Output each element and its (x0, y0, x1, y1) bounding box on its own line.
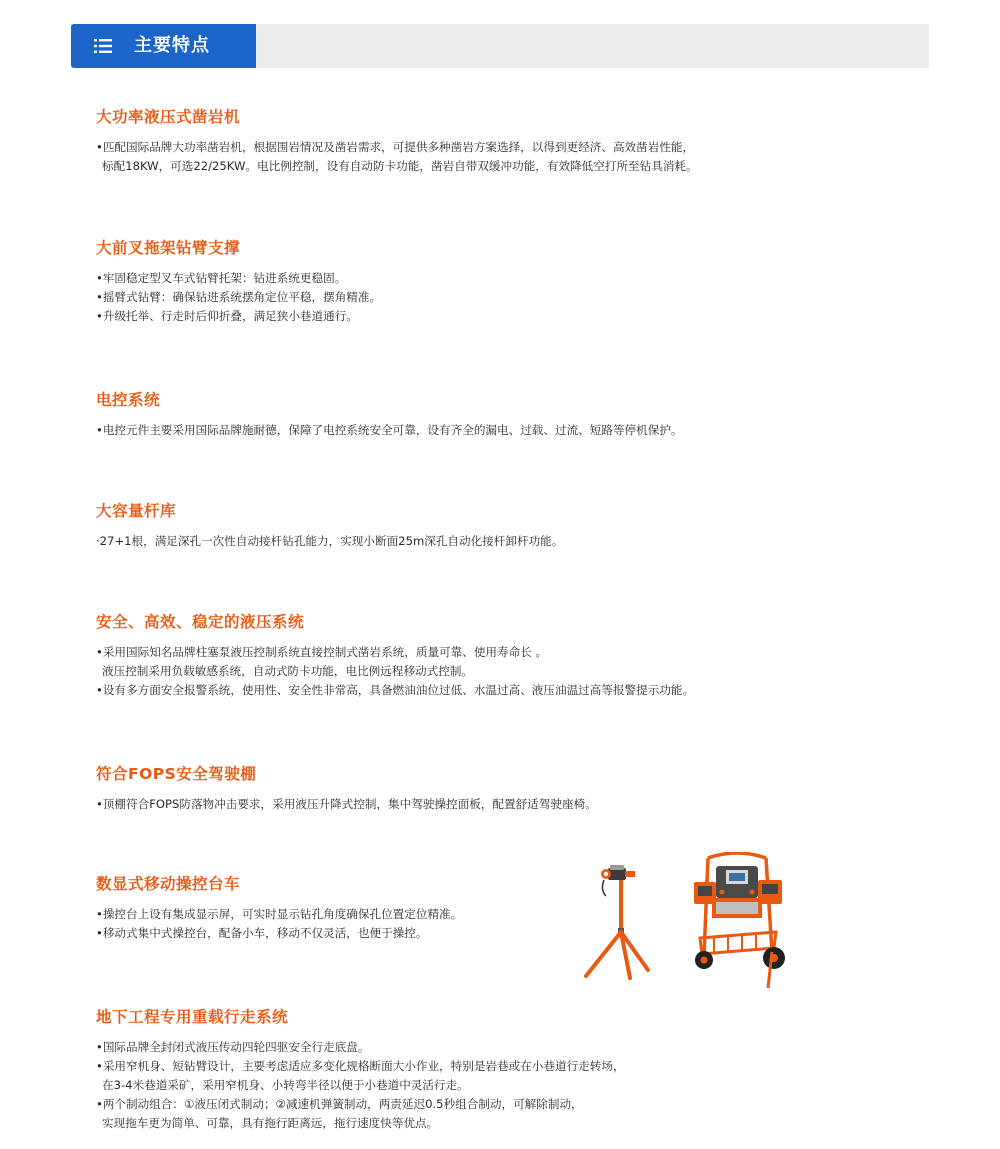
list-menu-icon (94, 39, 112, 53)
console-cart-image (686, 852, 788, 992)
section-title: 安全、高效、稳定的液压系统 (96, 613, 305, 631)
page-title: 主要特点 (134, 35, 210, 56)
section-header-bar (71, 24, 929, 68)
feature-section-rock-drill (96, 106, 698, 176)
text-line: 标配18KW，可选22/25KW。电比例控制，设有自动防卡功能，凿岩自带双缓冲功能，有效降低空打所至钻具消耗。 (102, 159, 698, 173)
text-line: •匹配国际品牌大功率凿岩机，根据围岩情况及凿岩需求，可提供多种凿岩方案选择，以得到更经济、高效凿岩性能， (96, 140, 695, 154)
section-title: 大容量杆库 (96, 502, 177, 520)
text-line: •设有多方面安全报警系统，使用性、安全性非常高，具备燃油油位过低、水温过高、液压油温过高等报警提示功能。 (96, 683, 695, 697)
text-line: 液压控制采用负载敏感系统，自动式防卡功能，电比例远程移动式控制。 (102, 664, 474, 678)
text-line: •采用窄机身、短钻臂设计，主要考虑适应多变化规格断面大小作业，特别是岩巷或在小巷道行走转场， (96, 1059, 625, 1073)
text-line: •电控元件主要采用国际品牌施耐德，保障了电控系统安全可靠，设有齐全的漏电、过载、过流、短路等停机保护。 (96, 423, 683, 437)
text-line: •操控台上设有集成显示屏，可实时显示钻孔角度确保孔位置定位精准。 (96, 907, 463, 921)
section-title: 数显式移动操控台车 (96, 875, 241, 893)
text-line: •牢固稳定型叉车式钻臂托架：钻进系统更稳固。 (96, 271, 347, 285)
section-title: 电控系统 (96, 391, 161, 409)
text-line: ·27+1根，满足深孔一次性自动接杆钻孔能力，实现小断面25m深孔自动化接杆卸杆功能。 (96, 534, 564, 548)
feature-section-fops-cab (96, 763, 597, 814)
section-title: 大功率液压式凿岩机 (96, 108, 241, 126)
text-line: 在3-4米巷道采矿，采用窄机身、小转弯半径以便于小巷道中灵活行走。 (102, 1078, 469, 1092)
feature-section-rod-magazine (96, 500, 563, 551)
header-tab (71, 24, 256, 68)
text-line: •摇臂式钻臂：确保钻进系统摆角定位平稳，摆角精准。 (96, 290, 382, 304)
feature-section-electric-control (96, 389, 683, 440)
text-line: •国际品牌全封闭式液压传动四轮四驱安全行走底盘。 (96, 1040, 370, 1054)
tripod-console-stand-image (582, 862, 662, 980)
text-line: •移动式集中式操控台，配备小车，移动不仅灵活，也便于操控。 (96, 926, 428, 940)
text-line: •升级托举、行走时后仰折叠，满足狭小巷道通行。 (96, 309, 358, 323)
text-line: •采用国际知名品牌柱塞泵液压控制系统直接控制式凿岩系统，质量可靠、使用寿命长 。 (96, 645, 548, 659)
text-line: •顶棚符合FOPS防落物冲击要求，采用液压升降式控制，集中驾驶操控面板，配置舒适驾驶座椅。 (96, 797, 597, 811)
section-title: 地下工程专用重载行走系统 (96, 1008, 289, 1026)
feature-section-travel-system (96, 1006, 625, 1133)
feature-section-boom-support (96, 237, 381, 326)
text-line: 实现拖车更为简单、可靠，具有拖行距离远，拖行速度快等优点。 (102, 1116, 439, 1130)
feature-section-hydraulic-system (96, 611, 694, 700)
section-title: 大前叉拖架钻臂支撑 (96, 239, 241, 257)
section-title: 符合FOPS安全驾驶棚 (96, 765, 257, 783)
text-line: •两个制动组合：①液压闭式制动；②减速机弹簧制动，两责延迟0.5秒组合制动，可解除制动， (96, 1097, 583, 1111)
feature-section-mobile-console (96, 873, 462, 943)
